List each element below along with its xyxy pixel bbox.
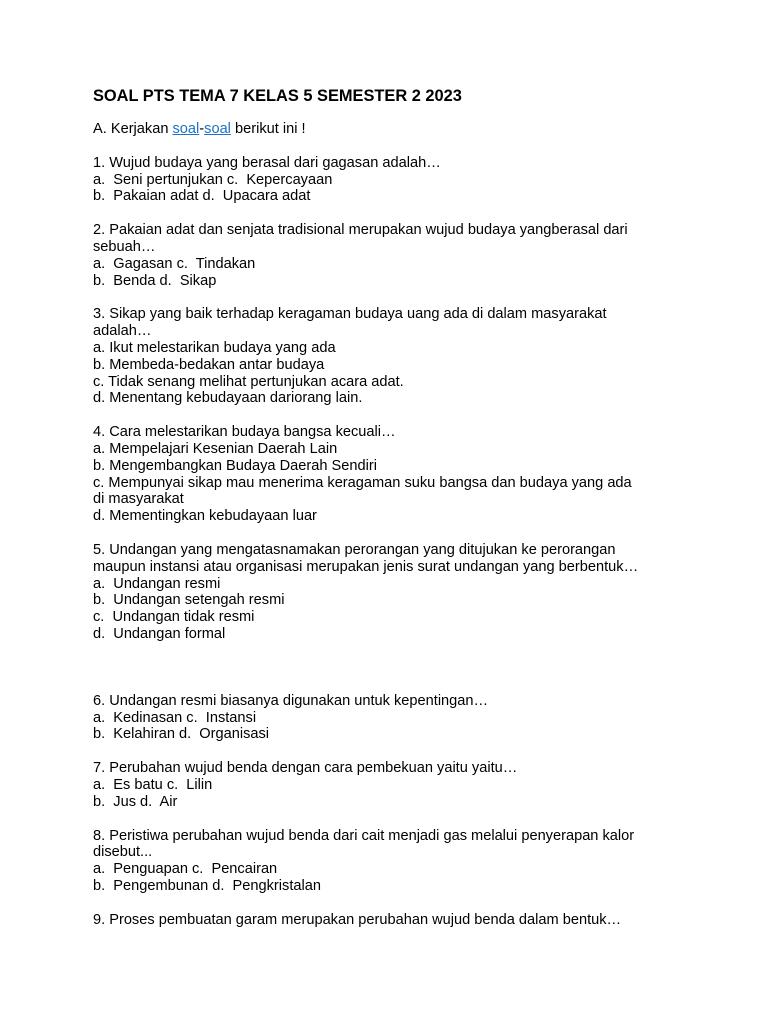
option-line: d. Menentang kebudayaan dariorang lain. [93,390,363,407]
soal-link-2[interactable]: soal [204,121,231,137]
question-line: 8. Peristiwa perubahan wujud benda dari cait menjadi gas melalui penyerapan kalor [93,827,635,844]
question-line: adalah… [93,323,152,340]
option-line: d. Undangan formal [93,625,226,642]
option-line: b. Jus d. Air [93,793,178,810]
question-line: 5. Undangan yang mengatasnamakan perorangan yang ditujukan ke perorangan [93,541,616,558]
question-4 [93,424,713,525]
question-9 [93,912,713,929]
question-2 [93,222,713,289]
document-title: SOAL PTS TEMA 7 KELAS 5 SEMESTER 2 2023 [93,87,462,105]
option-line: a. Kedinasan c. Instansi [93,709,257,726]
option-line: a. Penguapan c. Pencairan [93,861,278,878]
option-line: a. Undangan resmi [93,575,221,592]
option-line: c. Mempunyai sikap mau menerima keragaman suku bangsa dan budaya yang ada [93,474,632,491]
question-line: 7. Perubahan wujud benda dengan cara pembekuan yaitu yaitu… [93,760,518,777]
question-3 [93,306,713,407]
question-line: 3. Sikap yang baik terhadap keragaman budaya uang ada di dalam masyarakat [93,306,607,323]
soal-link-1[interactable]: soal [172,121,200,137]
question-line: 6. Undangan resmi biasanya digunakan untuk kepentingan… [93,692,489,709]
option-line: a. Es batu c. Lilin [93,776,213,793]
question-5 [93,542,713,643]
question-line: 2. Pakaian adat dan senjata tradisional merupakan wujud budaya yangberasal dari [93,222,628,239]
option-line: a. Seni pertunjukan c. Kepercayaan [93,171,333,188]
instruction-dash: - [199,121,205,137]
question-1 [93,155,713,205]
instruction-suffix: berikut ini ! [230,121,306,137]
question-line: 4. Cara melestarikan budaya bangsa kecuali… [93,424,396,441]
option-line: a. Gagasan c. Tindakan [93,255,256,272]
question-line: disebut... [93,844,153,861]
option-line: a. Mempelajari Kesenian Daerah Lain [93,440,338,457]
option-line: b. Membeda-bedakan antar budaya [93,356,325,373]
document-page [93,86,713,945]
option-line: c. Undangan tidak resmi [93,609,255,626]
question-8 [93,828,713,895]
question-line: maupun instansi atau organisasi merupakan jenis surat undangan yang berbentuk… [93,558,639,575]
question-line: 9. Proses pembuatan garam merupakan perubahan wujud benda dalam bentuk… [93,911,622,928]
instruction-prefix: A. Kerjakan [93,121,173,137]
option-line: d. Mementingkan kebudayaan luar [93,508,317,525]
question-7 [93,760,713,810]
option-line: b. Pengembunan d. Pengkristalan [93,877,321,894]
option-line: di masyarakat [93,491,184,508]
option-line: b. Pakaian adat d. Upacara adat [93,188,311,205]
option-line: a. Ikut melestarikan budaya yang ada [93,339,336,356]
option-line: b. Kelahiran d. Organisasi [93,726,270,743]
question-line: sebuah… [93,238,156,255]
question-6 [93,693,713,743]
option-line: b. Undangan setengah resmi [93,592,285,609]
option-line: c. Tidak senang melihat pertunjukan acara adat. [93,373,404,390]
question-line: 1. Wujud budaya yang berasal dari gagasan adalah… [93,154,441,171]
option-line: b. Mengembangkan Budaya Daerah Sendiri [93,457,377,474]
option-line: b. Benda d. Sikap [93,272,217,289]
instruction-line [93,121,713,138]
